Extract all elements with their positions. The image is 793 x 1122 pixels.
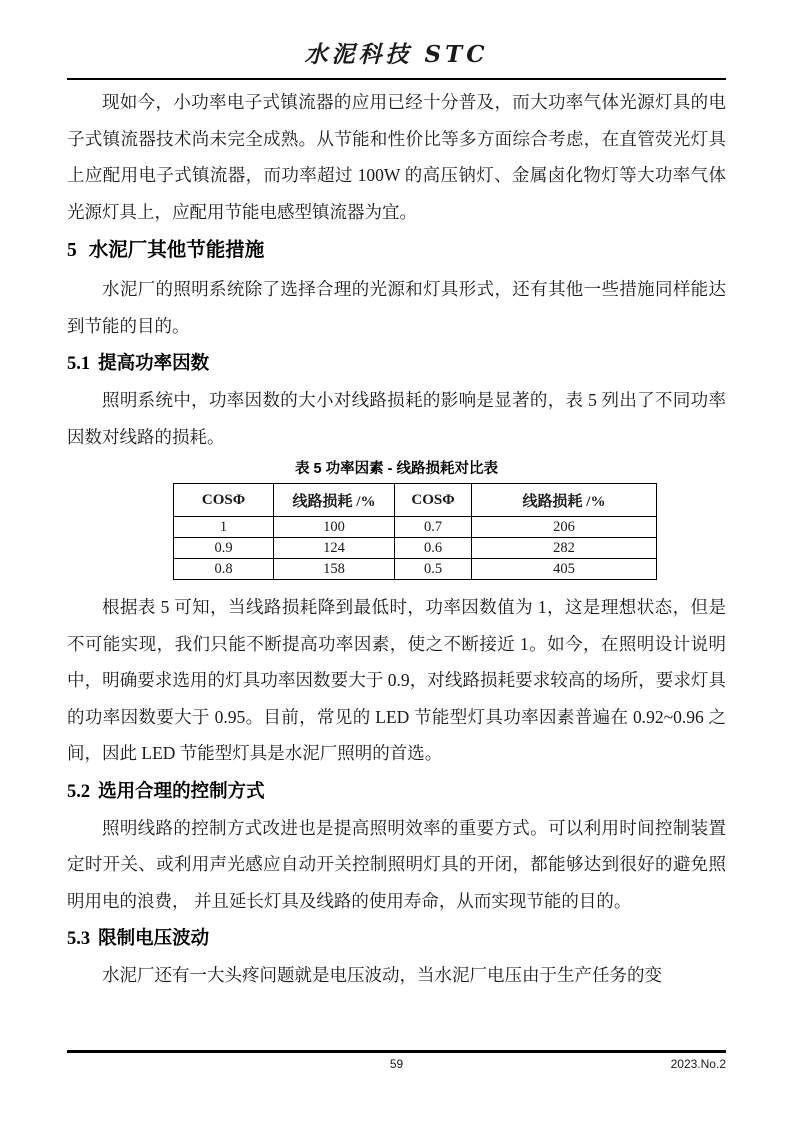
table-row xyxy=(174,538,657,559)
table-caption: 表 5 功率因素 - 线路损耗对比表 xyxy=(294,461,498,477)
section-5-1-title: 提高功率因数 xyxy=(98,352,210,373)
section-5-3-heading xyxy=(67,925,726,952)
table-cell: 1 xyxy=(174,517,274,538)
section-5-3-title: 限制电压波动 xyxy=(98,927,210,948)
section-5-heading xyxy=(67,237,726,264)
table-cell: 158 xyxy=(274,559,395,580)
table-header-cell: COSΦ xyxy=(174,484,274,517)
table-header-cell: COSΦ xyxy=(395,484,472,517)
power-factor-table xyxy=(173,483,657,580)
section-5-number: 5 xyxy=(67,240,77,261)
page-header xyxy=(67,40,726,80)
table-header-cell: 线路损耗 /% xyxy=(472,484,657,517)
table-cell: 405 xyxy=(472,559,657,580)
section-5-title: 水泥厂其他节能措施 xyxy=(88,239,265,261)
section-5-2-number: 5.2 xyxy=(67,781,91,802)
section-5-1-paragraph: 照明系统中，功率因数的大小对线路损耗的影响是显著的，表 5 列出了不同功率因数对线路的损耗。 xyxy=(67,390,726,447)
section-5-paragraph: 水泥厂的照明系统除了选择合理的光源和灯具形式，还有其他一些措施同样能达到节能的目的。 xyxy=(67,279,726,336)
section-5-3-paragraph: 水泥厂还有一大头疼问题就是电压波动，当水泥厂电压由于生产任务的变 xyxy=(102,965,662,985)
table-cell: 282 xyxy=(472,538,657,559)
table-row xyxy=(174,517,657,538)
page-number: 59 xyxy=(389,1057,404,1071)
page-footer xyxy=(67,1050,726,1075)
issue-label: 2023.No.2 xyxy=(670,1057,726,1071)
journal-title: 水泥科技 STC xyxy=(304,41,489,68)
table-cell: 0.9 xyxy=(174,538,274,559)
section-5-2-title: 选用合理的控制方式 xyxy=(98,779,265,801)
table-cell: 0.7 xyxy=(395,517,472,538)
section-5-1-heading xyxy=(67,350,726,377)
table-cell: 206 xyxy=(472,517,657,538)
table-header-row xyxy=(174,484,657,517)
table-header-cell: 线路损耗 /% xyxy=(274,484,395,517)
section-5-1-number: 5.1 xyxy=(67,354,91,374)
table-cell: 124 xyxy=(274,538,395,559)
table-cell: 0.5 xyxy=(395,559,472,580)
section-5-2-heading xyxy=(67,778,726,805)
section-5-1-paragraph-after-table: 根据表 5 可知，当线路损耗降到最低时，功率因数值为 1，这是理想状态，但是不可能实现，我们只能不断提高功率因素，使之不断接近 1。如今，在照明设计说明中，明确要求选用的灯具功率因数要大于 0.9，对线路损耗要求较高的场所，要求灯具的功率因数要大于 0.95。目前，常见的 LED 节能型灯具功率因素普遍在 0.92~0.96 之间，因此 LED 节能型灯具是水泥厂照明的首选。 xyxy=(67,597,726,763)
table-cell: 0.8 xyxy=(174,559,274,580)
section-5-2-paragraph: 照明线路的控制方式改进也是提高照明效率的重要方式。可以利用时间控制装置定时开关、或利用声光感应自动开关控制照明灯具的开闭，都能够达到很好的避免照明用电的浪费， 并且延长灯具及线路的使用寿命，从而实现节能的目的。 xyxy=(67,817,726,911)
intro-paragraph: 现如今，小功率电子式镇流器的应用已经十分普及，而大功率气体光源灯具的电子式镇流器技术尚未完全成熟。从节能和性价比等多方面综合考虑，在直管荧光灯具上应配用电子式镇流器，而功率超过 100W 的高压钠灯、金属卤化物灯等大功率气体光源灯具上，应配用节能电感型镇流器为宜。 xyxy=(67,92,726,222)
table-row xyxy=(174,559,657,580)
section-5-3-number: 5.3 xyxy=(67,929,91,949)
table-cell: 100 xyxy=(274,517,395,538)
table-cell: 0.6 xyxy=(395,538,472,559)
